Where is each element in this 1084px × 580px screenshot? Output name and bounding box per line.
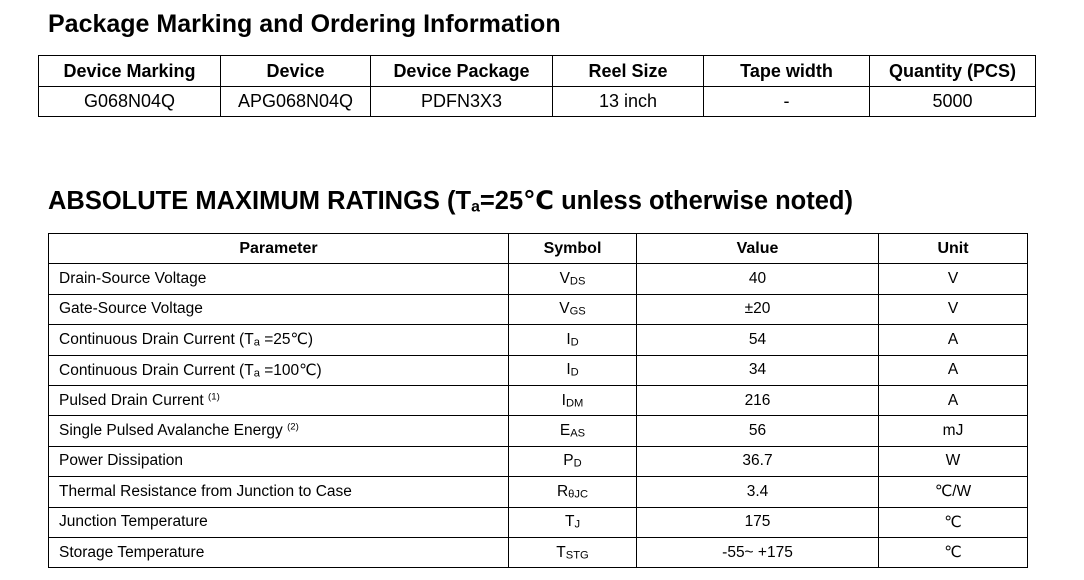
cell-symbol bbox=[509, 507, 637, 537]
header-device-marking: Device Marking bbox=[39, 56, 221, 87]
ratings-row bbox=[49, 446, 1028, 476]
symbol-main: V bbox=[559, 300, 570, 318]
symbol-subscript: D bbox=[570, 336, 579, 349]
cell-symbol bbox=[509, 355, 637, 385]
cell-parameter bbox=[49, 416, 509, 446]
symbol-subscript: D bbox=[573, 457, 582, 470]
ratings-title-subscript: a bbox=[471, 198, 480, 216]
cell-value: 54 bbox=[637, 325, 879, 355]
cell-value: ±20 bbox=[637, 294, 879, 324]
symbol-subscript: θJC bbox=[568, 488, 589, 501]
ratings-row bbox=[49, 507, 1028, 537]
ratings-row bbox=[49, 355, 1028, 385]
cell-parameter bbox=[49, 264, 509, 294]
cell-parameter bbox=[49, 355, 509, 385]
symbol-subscript: GS bbox=[569, 305, 586, 318]
cell-reel-size: 13 inch bbox=[553, 87, 704, 117]
parameter-text: Junction Temperature bbox=[59, 513, 208, 531]
cell-unit: ℃ bbox=[879, 537, 1028, 567]
symbol-subscript: STG bbox=[565, 548, 589, 561]
parameter-text: Continuous Drain Current (T bbox=[59, 331, 254, 349]
parameter-subscript: a bbox=[253, 336, 260, 349]
parameter-text: Thermal Resistance from Junction to Case bbox=[59, 482, 352, 500]
symbol-main: I bbox=[566, 330, 571, 348]
ratings-title-suffix: =25℃ unless otherwise noted) bbox=[479, 187, 853, 215]
parameter-text: Pulsed Drain Current bbox=[59, 391, 209, 409]
cell-symbol bbox=[509, 264, 637, 294]
ratings-row bbox=[49, 385, 1028, 415]
symbol-main: I bbox=[561, 391, 566, 409]
header-value: Value bbox=[637, 234, 879, 264]
header-reel-size: Reel Size bbox=[553, 56, 704, 87]
symbol-subscript: DM bbox=[565, 396, 584, 409]
cell-symbol bbox=[509, 446, 637, 476]
header-symbol: Symbol bbox=[509, 234, 637, 264]
symbol-main: V bbox=[559, 270, 570, 288]
ratings-section-title bbox=[48, 186, 853, 216]
cell-symbol bbox=[509, 477, 637, 507]
ratings-row bbox=[49, 477, 1028, 507]
header-parameter: Parameter bbox=[49, 234, 509, 264]
cell-parameter bbox=[49, 537, 509, 567]
ratings-row bbox=[49, 537, 1028, 567]
header-unit: Unit bbox=[879, 234, 1028, 264]
cell-unit: A bbox=[879, 325, 1028, 355]
header-device: Device bbox=[221, 56, 371, 87]
ratings-header-row bbox=[49, 234, 1028, 264]
cell-parameter bbox=[49, 325, 509, 355]
symbol-main: T bbox=[556, 543, 566, 561]
ordering-table bbox=[38, 55, 1036, 117]
symbol-subscript: AS bbox=[570, 427, 586, 440]
parameter-text: Single Pulsed Avalanche Energy bbox=[59, 422, 288, 440]
ordering-header-row bbox=[39, 56, 1036, 87]
symbol-main: I bbox=[566, 361, 571, 379]
ratings-row bbox=[49, 264, 1028, 294]
ratings-body bbox=[49, 264, 1028, 568]
cell-unit: V bbox=[879, 294, 1028, 324]
parameter-condition: =100℃) bbox=[259, 361, 322, 379]
cell-parameter bbox=[49, 507, 509, 537]
parameter-text: Drain-Source Voltage bbox=[59, 270, 207, 288]
cell-value: 56 bbox=[637, 416, 879, 446]
parameter-footnote-ref: (1) bbox=[208, 391, 220, 403]
cell-value: 216 bbox=[637, 385, 879, 415]
parameter-text: Continuous Drain Current (T bbox=[59, 361, 254, 379]
header-device-package: Device Package bbox=[371, 56, 553, 87]
cell-device-marking: G068N04Q bbox=[39, 87, 221, 117]
cell-value: 40 bbox=[637, 264, 879, 294]
cell-value: -55~ +175 bbox=[637, 537, 879, 567]
ratings-row bbox=[49, 416, 1028, 446]
cell-device-package: PDFN3X3 bbox=[371, 87, 553, 117]
symbol-main: E bbox=[559, 422, 571, 440]
cell-tape-width: - bbox=[704, 87, 870, 117]
cell-symbol bbox=[509, 416, 637, 446]
header-quantity: Quantity (PCS) bbox=[870, 56, 1036, 87]
cell-unit: W bbox=[879, 446, 1028, 476]
ratings-table bbox=[48, 233, 1028, 568]
cell-unit: mJ bbox=[879, 416, 1028, 446]
symbol-main: T bbox=[564, 513, 575, 531]
ordering-row bbox=[39, 87, 1036, 117]
symbol-subscript: DS bbox=[569, 275, 586, 288]
cell-parameter bbox=[49, 385, 509, 415]
cell-unit: V bbox=[879, 264, 1028, 294]
cell-symbol bbox=[509, 294, 637, 324]
ratings-title-prefix: ABSOLUTE MAXIMUM RATINGS (T bbox=[48, 187, 472, 215]
cell-parameter bbox=[49, 446, 509, 476]
cell-value: 36.7 bbox=[637, 446, 879, 476]
ordering-section-title: Package Marking and Ordering Information bbox=[48, 10, 561, 38]
parameter-text: Power Dissipation bbox=[59, 452, 184, 470]
ratings-row bbox=[49, 294, 1028, 324]
cell-symbol bbox=[509, 325, 637, 355]
symbol-subscript: D bbox=[570, 366, 579, 379]
cell-value: 3.4 bbox=[637, 477, 879, 507]
parameter-subscript: a bbox=[253, 367, 260, 380]
cell-unit: A bbox=[879, 385, 1028, 415]
parameter-footnote-ref: (2) bbox=[287, 421, 299, 433]
ratings-row bbox=[49, 325, 1028, 355]
cell-symbol bbox=[509, 385, 637, 415]
cell-parameter bbox=[49, 477, 509, 507]
symbol-main: R bbox=[556, 482, 569, 500]
parameter-condition: =25℃) bbox=[259, 331, 314, 349]
header-tape-width: Tape width bbox=[704, 56, 870, 87]
parameter-text: Storage Temperature bbox=[59, 543, 205, 561]
cell-unit: A bbox=[879, 355, 1028, 385]
cell-parameter bbox=[49, 294, 509, 324]
symbol-main: P bbox=[563, 452, 574, 470]
symbol-subscript: J bbox=[574, 518, 581, 531]
cell-value: 175 bbox=[637, 507, 879, 537]
cell-unit: ℃ bbox=[879, 507, 1028, 537]
cell-unit: ℃/W bbox=[879, 477, 1028, 507]
cell-quantity: 5000 bbox=[870, 87, 1036, 117]
cell-symbol bbox=[509, 537, 637, 567]
cell-device: APG068N04Q bbox=[221, 87, 371, 117]
parameter-text: Gate-Source Voltage bbox=[59, 300, 203, 318]
cell-value: 34 bbox=[637, 355, 879, 385]
